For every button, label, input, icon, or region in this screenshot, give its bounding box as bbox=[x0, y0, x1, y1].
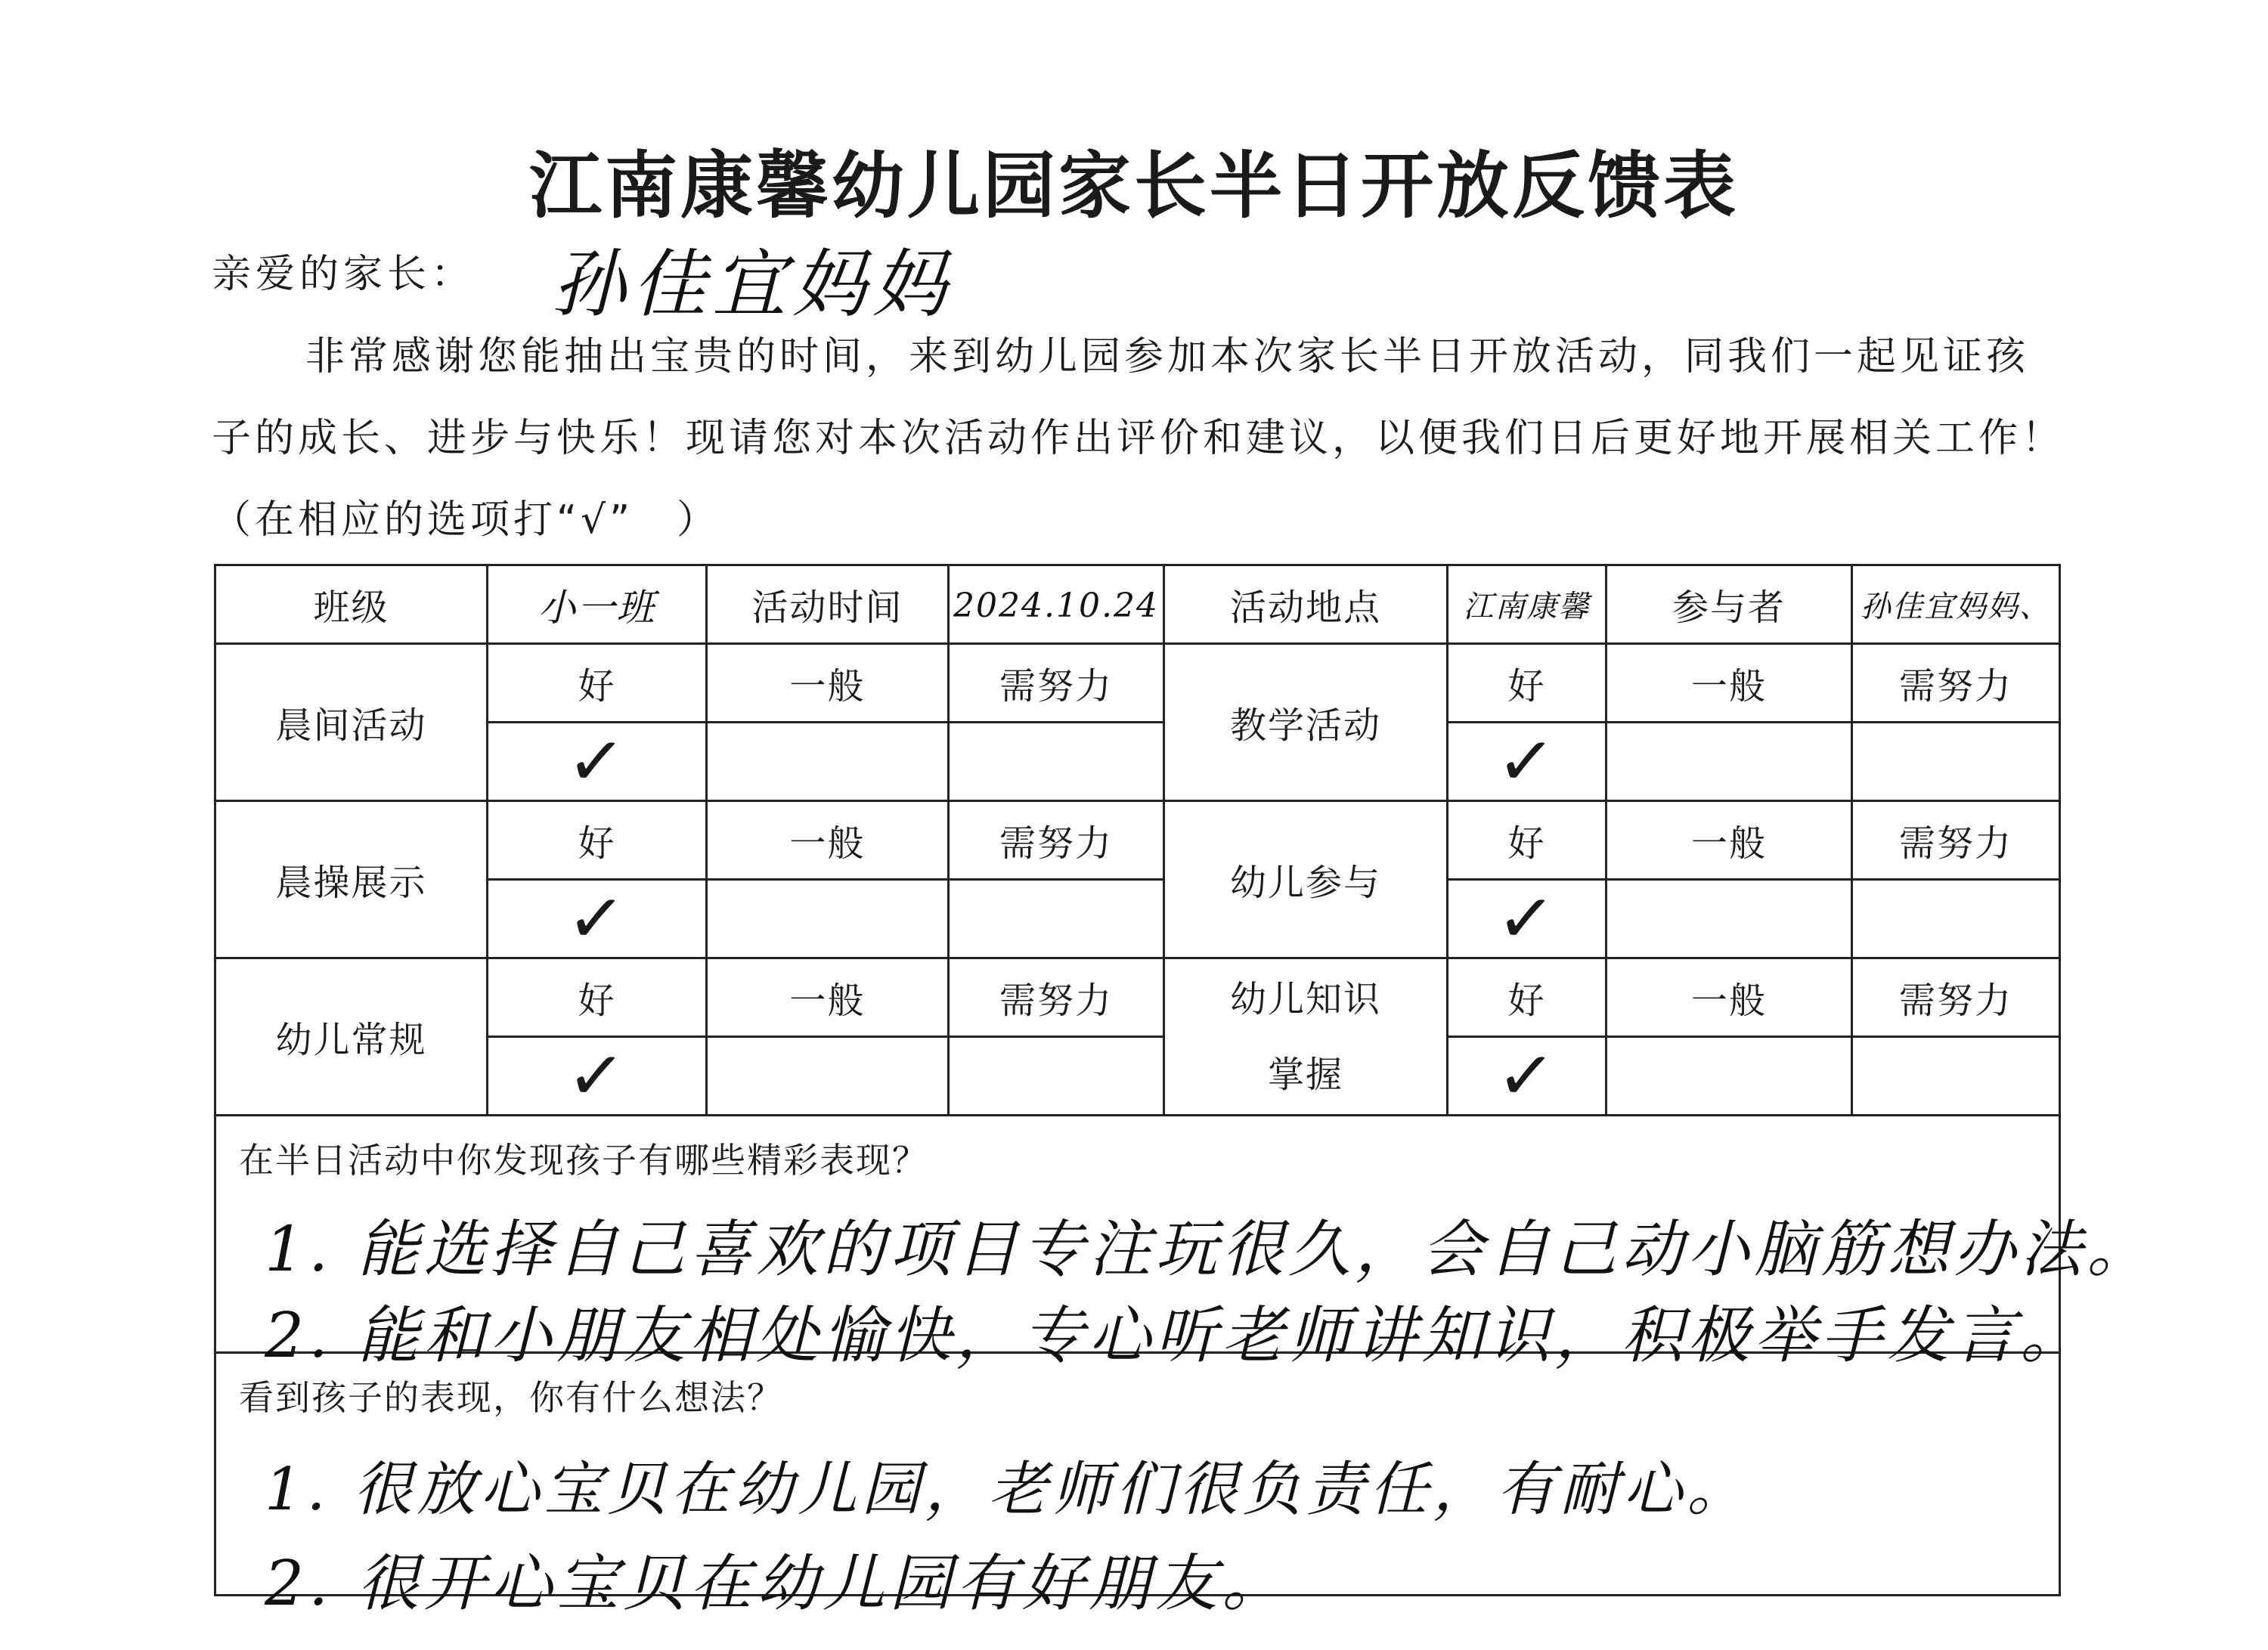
item-morning-exercise: 晨操展示 bbox=[215, 801, 488, 958]
item-knowledge-mastery-line2: 掌握 bbox=[1267, 1053, 1343, 1096]
class-value[interactable] bbox=[488, 565, 707, 644]
question2-answer-line2: 2. 很开心宝贝在幼儿园有好朋友。 bbox=[265, 1548, 1289, 1620]
rating-row-routine-header bbox=[215, 958, 2060, 1037]
item-child-routine: 幼儿常规 bbox=[215, 958, 488, 1116]
option-average: 一般 bbox=[1606, 801, 1852, 880]
time-value[interactable] bbox=[949, 565, 1164, 644]
option-average: 一般 bbox=[707, 958, 949, 1037]
salutation-label: 亲爱的家长： bbox=[212, 252, 476, 297]
question1-label: 在半日活动中你发现孩子有哪些精彩表现？ bbox=[239, 1140, 928, 1181]
question1-answer-line1: 1. 能选择自己喜欢的项目专注玩很久，会自己动小脑筋想办法。 bbox=[265, 1214, 2154, 1286]
participant-value[interactable] bbox=[1852, 565, 2060, 644]
place-value-text: 江南康馨 bbox=[1463, 590, 1591, 624]
checkbox-routine-needs-effort[interactable] bbox=[949, 1037, 1164, 1116]
option-good: 好 bbox=[1448, 801, 1606, 880]
check-mark-icon: ✓ bbox=[564, 875, 630, 961]
option-good: 好 bbox=[1448, 644, 1606, 723]
option-good: 好 bbox=[488, 958, 707, 1037]
option-average: 一般 bbox=[707, 801, 949, 880]
option-good: 好 bbox=[488, 801, 707, 880]
class-value-text: 小一班 bbox=[538, 585, 656, 630]
item-child-participation: 幼儿参与 bbox=[1164, 801, 1448, 958]
checkbox-teaching-activity-needs-effort[interactable] bbox=[1852, 723, 2060, 801]
checkbox-morning-exercise-good[interactable] bbox=[488, 875, 707, 961]
checkbox-teaching-activity-average[interactable] bbox=[1606, 723, 1852, 801]
time-label: 活动时间 bbox=[707, 565, 949, 644]
time-value-text: 2024.10.24 bbox=[953, 586, 1159, 625]
rating-row-morning-activity-header bbox=[215, 644, 2060, 723]
rating-row-morning-exercise-checks bbox=[215, 880, 2060, 958]
checkbox-knowledge-average[interactable] bbox=[1606, 1037, 1852, 1116]
checkbox-knowledge-needs-effort[interactable] bbox=[1852, 1037, 2060, 1116]
checkbox-routine-average[interactable] bbox=[707, 1037, 949, 1116]
check-mark-icon: ✓ bbox=[564, 1032, 630, 1119]
checkbox-morning-activity-good[interactable] bbox=[488, 718, 707, 804]
item-knowledge-mastery bbox=[1164, 958, 1448, 1116]
check-mark-icon: ✓ bbox=[564, 718, 630, 804]
check-mark-icon: ✓ bbox=[1494, 718, 1560, 804]
checkbox-knowledge-good[interactable] bbox=[1448, 1032, 1606, 1119]
checkbox-routine-good[interactable] bbox=[488, 1032, 707, 1119]
question1-answer-line2: 2. 能和小朋友相处愉快，专心听老师讲知识，积极举手发言。 bbox=[265, 1300, 2087, 1372]
info-row bbox=[215, 565, 2060, 644]
item-morning-activity: 晨间活动 bbox=[215, 644, 488, 801]
checkbox-morning-exercise-average[interactable] bbox=[707, 880, 949, 958]
option-needs-effort: 需努力 bbox=[1852, 644, 2060, 723]
checkbox-morning-activity-needs-effort[interactable] bbox=[949, 723, 1164, 801]
option-needs-effort: 需努力 bbox=[949, 958, 1164, 1037]
option-needs-effort: 需努力 bbox=[1852, 801, 2060, 880]
checkbox-teaching-activity-good[interactable] bbox=[1448, 718, 1606, 804]
rating-row-morning-activity-checks bbox=[215, 723, 2060, 801]
rating-row-morning-exercise-header bbox=[215, 801, 2060, 880]
checkbox-child-participation-good[interactable] bbox=[1448, 875, 1606, 961]
checkbox-child-participation-average[interactable] bbox=[1606, 880, 1852, 958]
item-knowledge-mastery-line1: 幼儿知识 bbox=[1229, 977, 1381, 1020]
check-mark-icon: ✓ bbox=[1494, 875, 1560, 961]
option-needs-effort: 需努力 bbox=[949, 801, 1164, 880]
question2-label: 看到孩子的表现，你有什么想法？ bbox=[239, 1377, 783, 1418]
check-mark-icon: ✓ bbox=[1494, 1032, 1560, 1119]
option-average: 一般 bbox=[1606, 958, 1852, 1037]
option-needs-effort: 需努力 bbox=[1852, 958, 2060, 1037]
option-average: 一般 bbox=[1606, 644, 1852, 723]
checkbox-child-participation-needs-effort[interactable] bbox=[1852, 880, 2060, 958]
option-good: 好 bbox=[1448, 958, 1606, 1037]
question2-answer-line1: 1. 很放心宝贝在幼儿园，老师们很负责任，有耐心。 bbox=[265, 1456, 1751, 1524]
form-title: 江南康馨幼儿园家长半日开放反馈表 bbox=[529, 144, 1739, 228]
place-label: 活动地点 bbox=[1164, 565, 1448, 644]
checkbox-morning-activity-average[interactable] bbox=[707, 723, 949, 801]
option-good: 好 bbox=[488, 644, 707, 723]
checkbox-morning-exercise-needs-effort[interactable] bbox=[949, 880, 1164, 958]
rating-row-routine-checks bbox=[215, 1037, 2060, 1116]
option-needs-effort: 需努力 bbox=[949, 644, 1164, 723]
intro-paragraph: 非常感谢您能抽出宝贵的时间，来到幼儿园参加本次家长半日开放活动，同我们一起见证孩子的成长、进步与快乐！现请您对本次活动作出评价和建议，以便我们日后更好地开展相关工作！（在相应的选项打“√” ） bbox=[212, 334, 2065, 543]
option-average: 一般 bbox=[707, 644, 949, 723]
class-label: 班级 bbox=[215, 565, 488, 644]
participant-label: 参与者 bbox=[1606, 565, 1852, 644]
participant-value-text: 孙佳宜妈妈、 bbox=[1861, 590, 2051, 624]
place-value[interactable] bbox=[1448, 565, 1606, 644]
item-teaching-activity: 教学活动 bbox=[1164, 644, 1448, 801]
handwritten-parent-name: 孙佳宜妈妈 bbox=[552, 242, 953, 328]
